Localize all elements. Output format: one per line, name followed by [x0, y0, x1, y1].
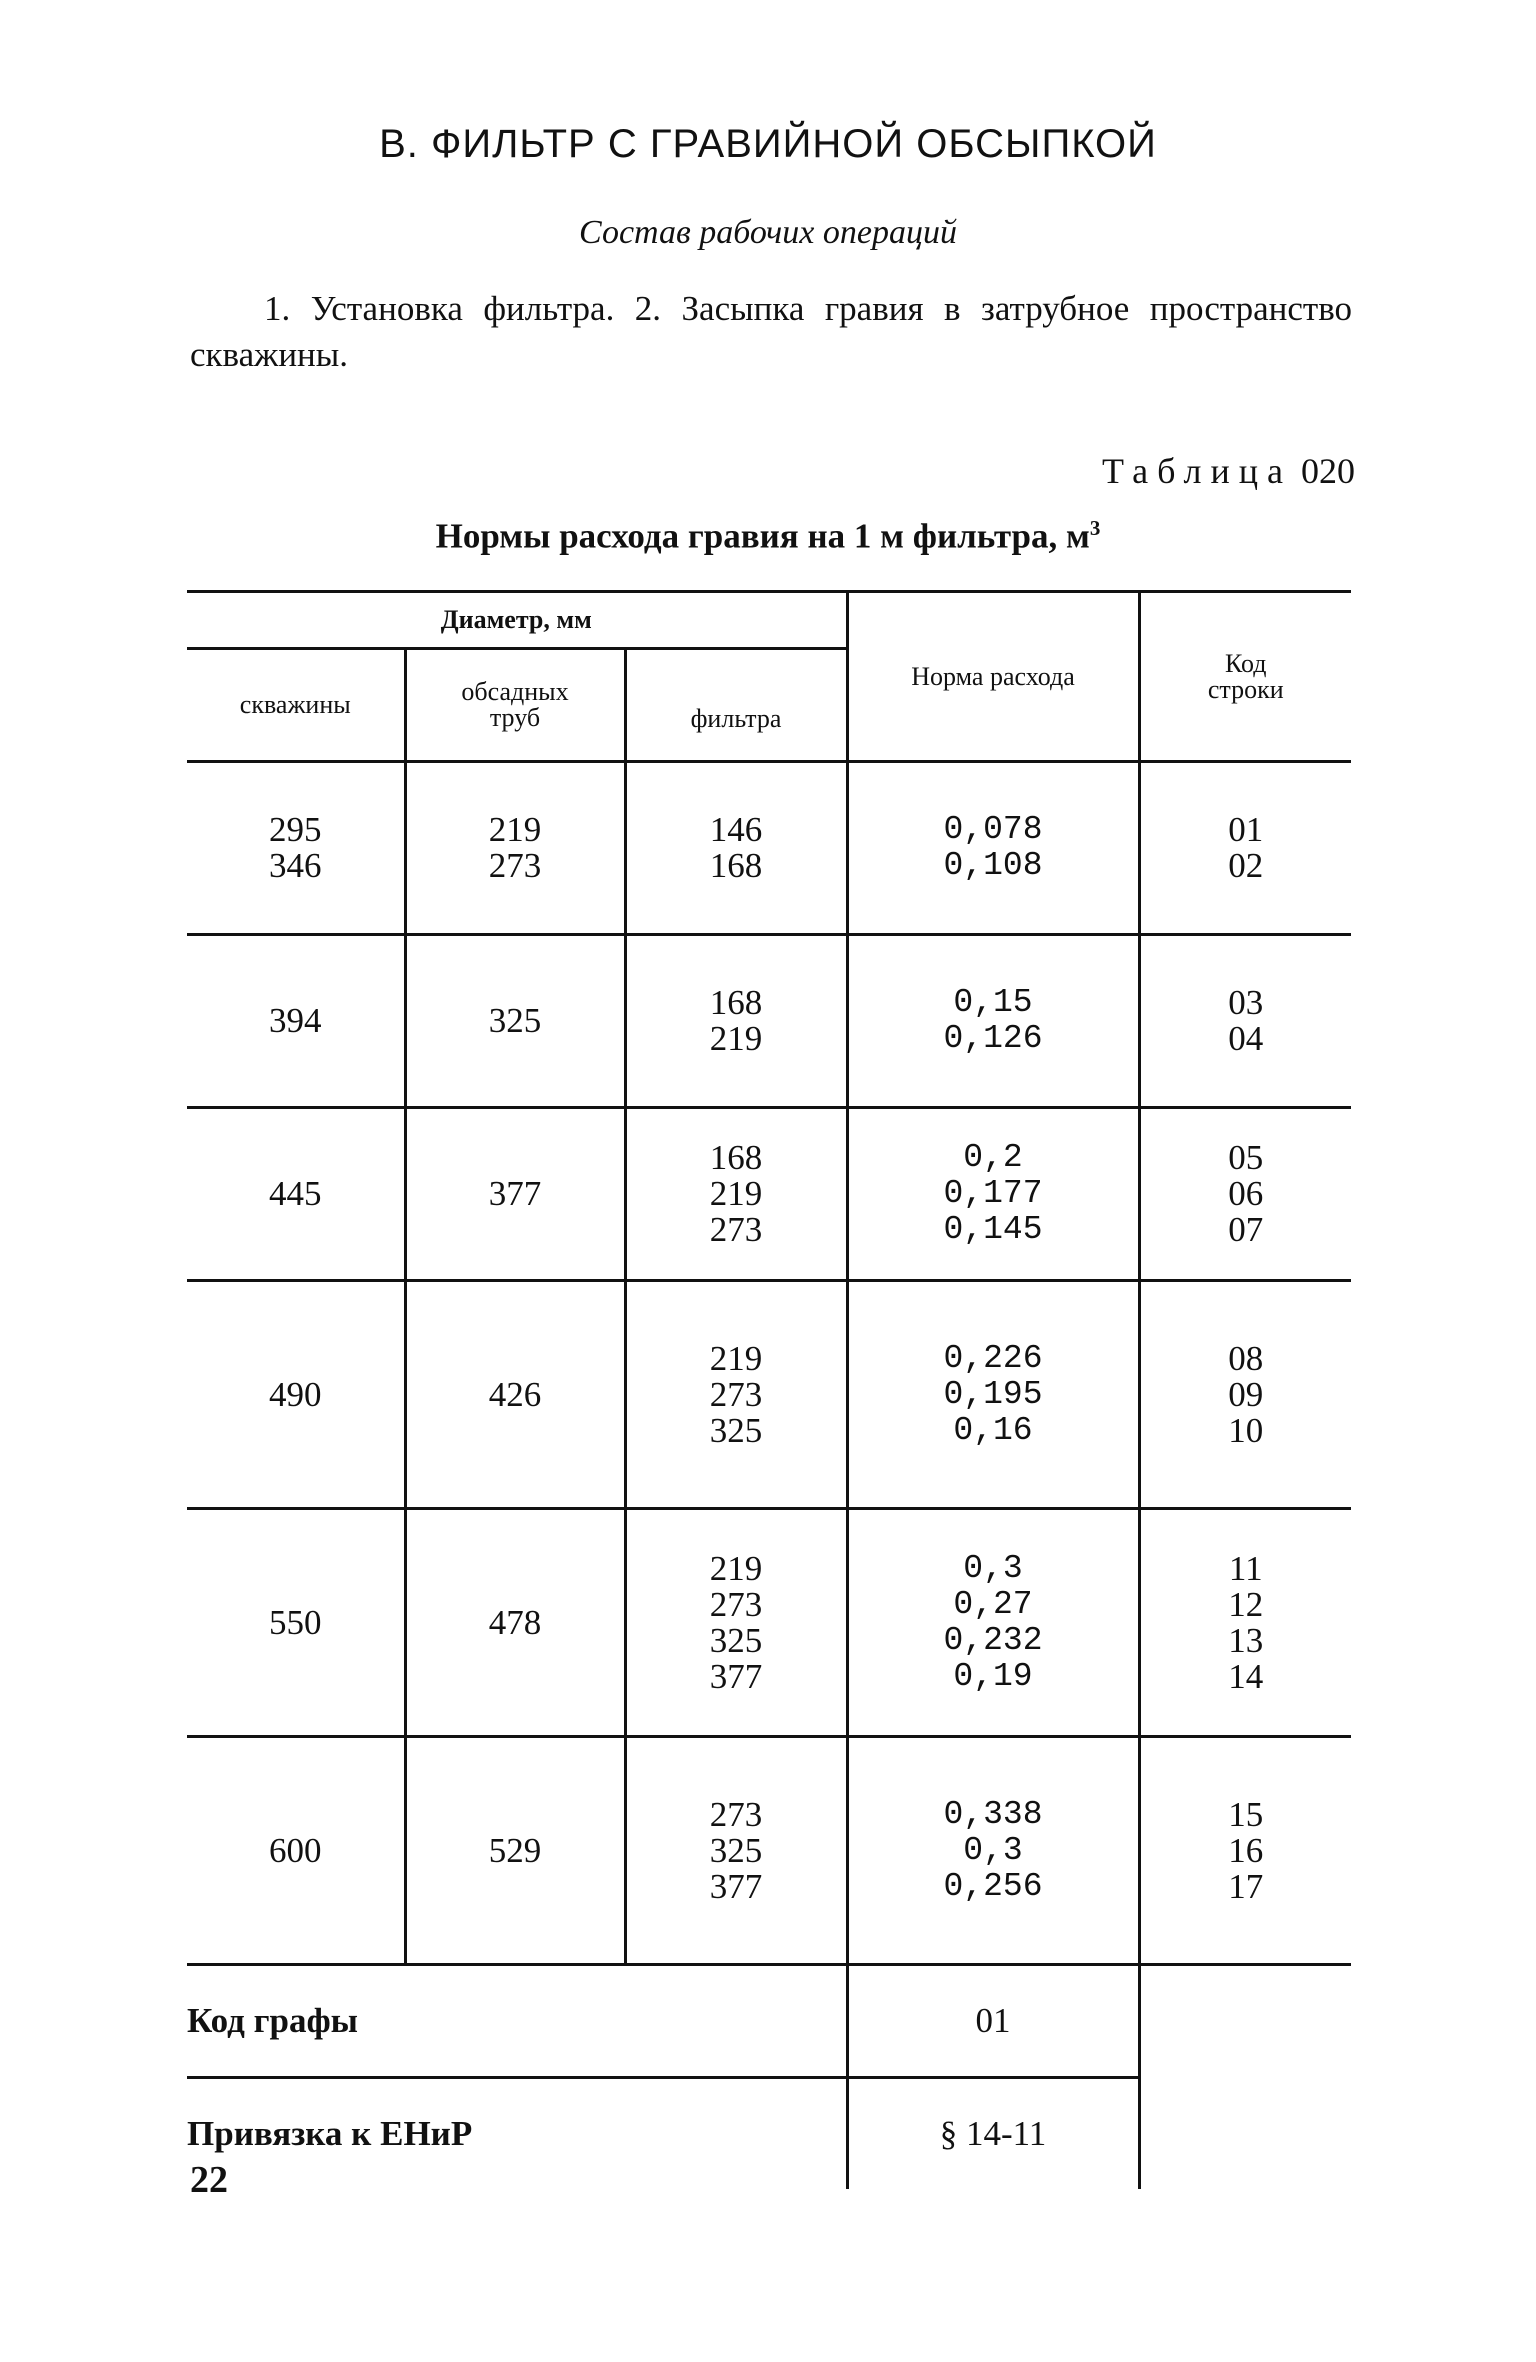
cell-value: 325	[488, 1001, 542, 1040]
footer-column-code-label: Код графы	[187, 2001, 358, 2040]
cell-value: 219	[709, 1174, 763, 1213]
well-cell	[187, 1281, 405, 1509]
cell-value: 02	[1228, 846, 1264, 885]
table-caption	[0, 516, 1536, 557]
table-row	[187, 762, 1351, 935]
cell-value: 273	[709, 1210, 763, 1249]
cell-value: 219	[488, 810, 542, 849]
cell-value: 600	[269, 1830, 322, 1870]
cell-value: 219	[709, 1338, 763, 1378]
casing-cell	[405, 1281, 625, 1509]
cell-value: 146	[709, 810, 763, 849]
cell-value: 490	[269, 1374, 322, 1414]
filter-cell	[625, 1737, 847, 1965]
cell-value: 445	[269, 1174, 322, 1213]
well-cell	[187, 1108, 405, 1281]
cell-value: 478	[488, 1602, 542, 1642]
footer-enir-row	[187, 2078, 1351, 2190]
code-cell	[1139, 1108, 1351, 1281]
footer-column-code-value: 01	[975, 2001, 1011, 2040]
cell-value: 06	[1228, 1174, 1264, 1213]
table-caption-sup: 3	[1089, 516, 1101, 540]
cell-value: 219	[709, 1548, 763, 1588]
cell-value: 17	[1228, 1866, 1264, 1906]
cell-value: 0,27	[953, 1585, 1033, 1623]
norm-cell	[847, 762, 1139, 935]
cell-value: 13	[1228, 1620, 1264, 1660]
cell-value: 0,195	[943, 1375, 1043, 1413]
header-filter: фильтра	[690, 704, 782, 733]
cell-value: 0,16	[953, 1411, 1033, 1449]
casing-cell	[405, 935, 625, 1108]
table-row	[187, 1737, 1351, 1965]
cell-value: 0,2	[963, 1139, 1023, 1176]
code-cell	[1139, 1737, 1351, 1965]
cell-value: 377	[709, 1866, 763, 1906]
filter-cell	[625, 1108, 847, 1281]
cell-value: 168	[709, 846, 763, 885]
cell-value: 0,232	[943, 1621, 1043, 1659]
well-cell	[187, 1509, 405, 1737]
empty-cell	[1139, 1965, 1351, 2078]
empty-cell	[1139, 2078, 1351, 2190]
operations-paragraph	[190, 286, 1352, 378]
filter-cell	[625, 1281, 847, 1509]
header-row-code: Код строки	[1207, 648, 1284, 704]
footer-enir-label: Привязка к ЕНиР	[187, 2114, 473, 2153]
header-well: скважины	[239, 690, 351, 719]
footer-enir-value: § 14-11	[939, 2114, 1047, 2153]
cell-value: 426	[488, 1374, 542, 1414]
cell-value: 550	[269, 1602, 322, 1642]
cell-value: 15	[1228, 1794, 1264, 1834]
table-row	[187, 1108, 1351, 1281]
header-code-cell	[1139, 592, 1351, 761]
casing-cell	[405, 1737, 625, 1965]
cell-value: 394	[269, 1001, 322, 1040]
table-row	[187, 1281, 1351, 1509]
cell-value: 0,3	[963, 1831, 1023, 1869]
section-subtitle: Состав рабочих операций	[579, 214, 957, 251]
table-row	[187, 935, 1351, 1108]
cell-value: 168	[709, 983, 763, 1022]
cell-value: 0,338	[943, 1795, 1043, 1833]
casing-cell	[405, 762, 625, 935]
header-diameter: Диаметр, мм	[440, 605, 592, 634]
filter-cell	[625, 935, 847, 1108]
header-norm-cell	[847, 592, 1139, 761]
cell-value: 273	[709, 1584, 763, 1624]
cell-value: 14	[1228, 1656, 1264, 1696]
cell-value: 377	[709, 1656, 763, 1696]
cell-value: 346	[269, 846, 322, 885]
code-cell	[1139, 935, 1351, 1108]
table-number-value: 020	[1301, 451, 1355, 491]
header-well-cell	[187, 649, 405, 761]
cell-value: 0,108	[943, 847, 1043, 884]
norm-cell	[847, 1737, 1139, 1965]
section-title: В. ФИЛЬТР С ГРАВИЙНОЙ ОБСЫПКОЙ	[379, 122, 1157, 166]
cell-value: 0,3	[963, 1549, 1023, 1587]
code-cell	[1139, 1281, 1351, 1509]
table-number-label: Таблица	[1102, 451, 1292, 491]
table-caption-text: Нормы расхода гравия на 1 м фильтра, м	[435, 516, 1090, 556]
cell-value: 273	[709, 1794, 763, 1834]
cell-value: 04	[1228, 1019, 1264, 1058]
cell-value: 05	[1228, 1138, 1264, 1177]
cell-value: 0,15	[953, 984, 1033, 1021]
operations-text: 1. Установка фильтра. 2. Засыпка гравия в затрубное пространство скважины.	[190, 289, 1352, 374]
cell-value: 295	[269, 810, 322, 849]
cell-value: 03	[1228, 983, 1264, 1022]
header-casing: обсадных труб	[461, 677, 569, 732]
footer-column-code-value-cell	[847, 1965, 1139, 2078]
cell-value: 273	[709, 1374, 763, 1414]
cell-value: 0,078	[943, 811, 1043, 848]
filter-cell	[625, 1509, 847, 1737]
cell-value: 08	[1228, 1338, 1264, 1378]
table-row	[187, 1509, 1351, 1737]
cell-value: 16	[1228, 1830, 1264, 1870]
cell-value: 09	[1228, 1374, 1264, 1414]
casing-cell	[405, 1509, 625, 1737]
casing-cell	[405, 1108, 625, 1281]
footer-enir-label-cell	[187, 2078, 847, 2190]
cell-value: 377	[488, 1174, 542, 1213]
cell-value: 0,226	[943, 1339, 1043, 1377]
cell-value: 0,256	[943, 1867, 1043, 1905]
well-cell	[187, 1737, 405, 1965]
gravel-norms-table	[187, 590, 1351, 2189]
header-norm: Норма расхода	[911, 661, 1075, 691]
cell-value: 219	[709, 1019, 763, 1058]
footer-column-code-label-cell	[187, 1965, 847, 2078]
cell-value: 325	[709, 1410, 763, 1450]
footer-column-code-row	[187, 1965, 1351, 2078]
cell-value: 529	[488, 1830, 542, 1870]
cell-value: 10	[1228, 1410, 1264, 1450]
table-number	[1102, 450, 1355, 492]
norm-cell	[847, 1108, 1139, 1281]
cell-value: 0,126	[943, 1020, 1043, 1057]
norm-cell	[847, 1509, 1139, 1737]
norm-cell	[847, 1281, 1139, 1509]
filter-cell	[625, 762, 847, 935]
header-row-1	[187, 592, 1351, 649]
cell-value: 11	[1228, 1548, 1263, 1588]
cell-value: 07	[1228, 1210, 1264, 1249]
header-casing-cell	[405, 649, 625, 761]
cell-value: 168	[709, 1138, 763, 1177]
header-filter-cell	[625, 649, 847, 761]
cell-value: 0,19	[953, 1657, 1033, 1695]
cell-value: 325	[709, 1830, 763, 1870]
cell-value: 12	[1228, 1584, 1264, 1624]
footer-enir-value-cell	[847, 2078, 1139, 2190]
well-cell	[187, 762, 405, 935]
cell-value: 325	[709, 1620, 763, 1660]
code-cell	[1139, 762, 1351, 935]
cell-value: 0,145	[943, 1211, 1043, 1248]
norm-cell	[847, 935, 1139, 1108]
well-cell	[187, 935, 405, 1108]
cell-value: 273	[488, 846, 542, 885]
code-cell	[1139, 1509, 1351, 1737]
page-number: 22	[190, 2159, 228, 2201]
cell-value: 0,177	[943, 1175, 1043, 1212]
header-diameter-group	[187, 592, 847, 649]
cell-value: 01	[1228, 810, 1264, 849]
